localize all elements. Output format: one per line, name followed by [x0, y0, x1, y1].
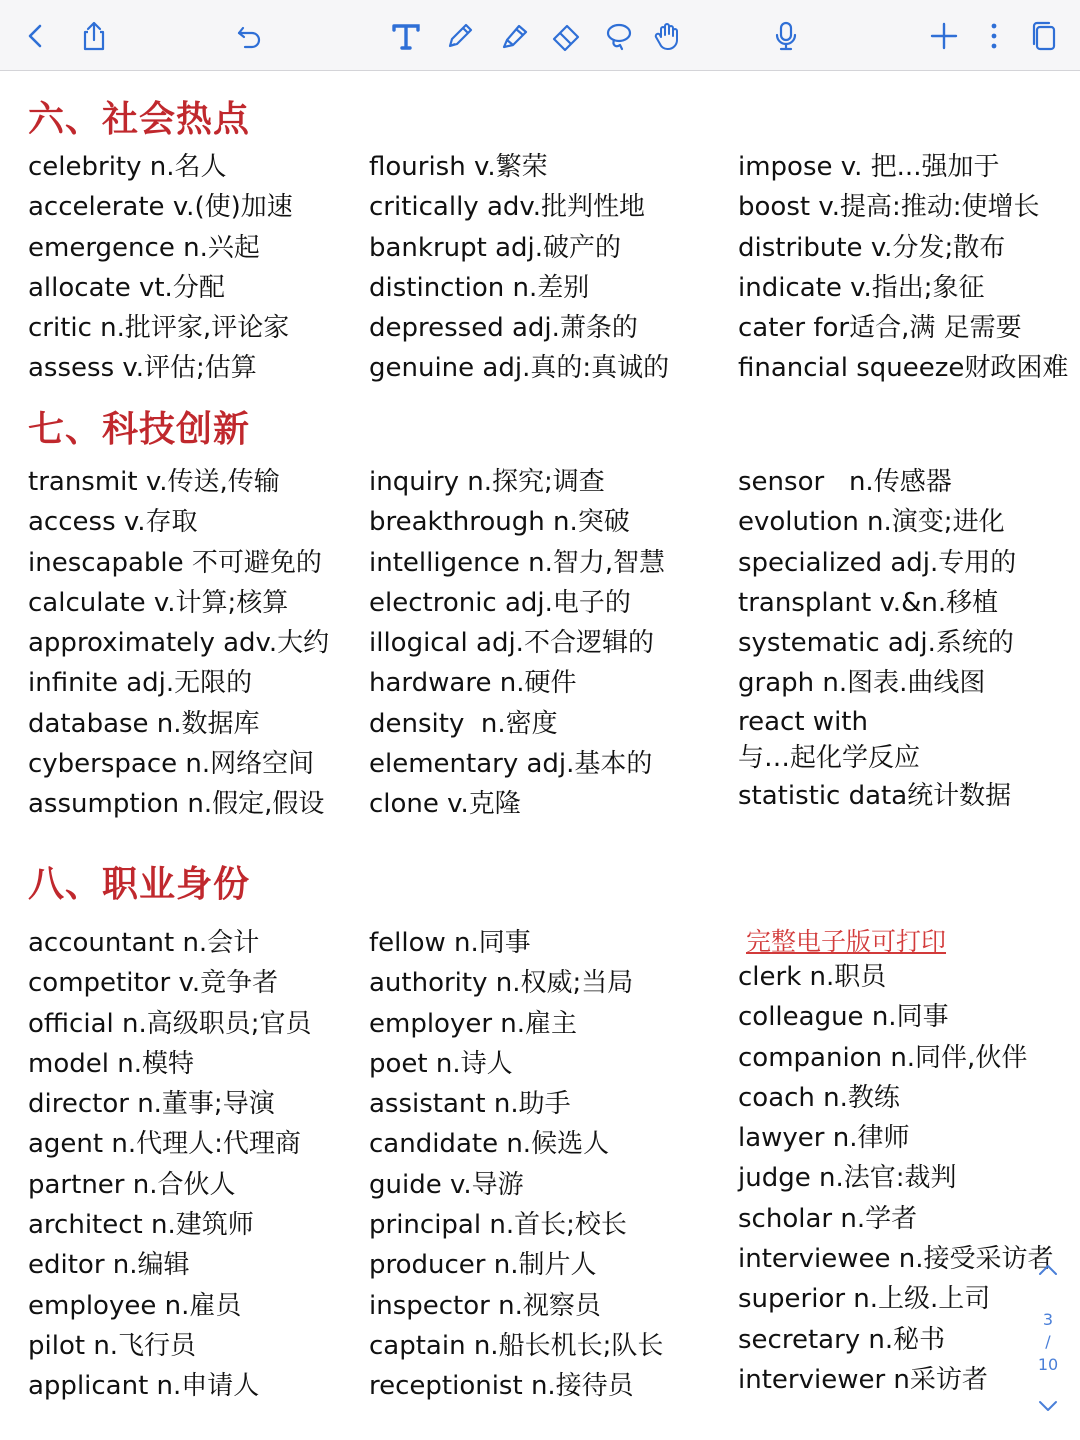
section-title-careers: 八、职业身份 — [28, 864, 251, 905]
word-entry: companion n.同伴,伙伴 — [738, 1042, 1028, 1073]
page-up-icon[interactable] — [1030, 1262, 1066, 1282]
word-entry: critically adv.批判性地 — [369, 192, 646, 223]
word-entry: allocate vt.分配 — [28, 272, 225, 303]
word-entry: assess v.评估;估算 — [28, 353, 257, 384]
section-careers-col-1 — [28, 923, 312, 1407]
word-entry: statistic data统计数据 — [738, 780, 1012, 811]
word-entry: elementary adj.基本的 — [369, 749, 653, 780]
page-separator: / — [1045, 1332, 1051, 1351]
word-entry: fellow n.同事 — [369, 928, 531, 958]
add-icon[interactable] — [926, 18, 962, 54]
page-total: 10 — [1037, 1355, 1059, 1374]
word-entry: poet n.诗人 — [369, 1048, 513, 1079]
word-entry: clerk n.职员 — [738, 962, 887, 992]
word-entry: guide v.导游 — [369, 1169, 524, 1200]
section-social-col-3 — [738, 147, 1068, 389]
word-entry: inspector n.视察员 — [369, 1290, 601, 1321]
word-entry: density n.密度 — [369, 708, 558, 739]
word-entry: partner n.合伙人 — [28, 1169, 236, 1200]
word-entry: assumption n.假定,假设 — [28, 789, 325, 820]
word-entry: approximately adv.大约 — [28, 628, 330, 659]
word-entry: authority n.权威;当局 — [369, 968, 634, 999]
word-entry: genuine adj.真的:真诚的 — [369, 353, 670, 384]
word-entry: architect n.建筑师 — [28, 1210, 254, 1241]
word-entry: employer n.雇主 — [369, 1008, 578, 1039]
lasso-tool-icon[interactable] — [600, 18, 636, 54]
section-tech-col-3 — [738, 462, 1016, 816]
word-entry: principal n.首长;校长 — [369, 1210, 627, 1241]
section-title-tech: 七、科技创新 — [28, 409, 251, 450]
word-entry: critic n.批评家,评论家 — [28, 313, 290, 344]
word-entry: employee n.雇员 — [28, 1290, 242, 1321]
word-entry: financial squeeze财政困难 — [738, 353, 1069, 384]
word-entry: lawyer n.律师 — [738, 1123, 910, 1154]
word-entry: pilot n.飞行员 — [28, 1330, 197, 1361]
word-entry: electronic adj.电子的 — [369, 587, 631, 618]
more-icon[interactable] — [976, 18, 1012, 54]
word-entry: official n.高级职员;官员 — [28, 1008, 312, 1039]
word-entry: coach n.教练 — [738, 1082, 900, 1113]
word-entry: 与…起化学反应 — [738, 742, 921, 773]
word-entry: distinction n.差别 — [369, 272, 590, 303]
section-careers-col-3 — [738, 957, 1053, 1400]
section-tech-col-1 — [28, 462, 329, 825]
word-entry: specialized adj.专用的 — [738, 547, 1017, 578]
hand-tool-icon[interactable] — [650, 18, 686, 54]
word-entry: react with — [738, 706, 868, 737]
word-entry: secretary n.秘书 — [738, 1324, 946, 1355]
word-entry: depressed adj.萧条的 — [369, 313, 638, 344]
word-entry: agent n.代理人:代理商 — [28, 1129, 301, 1160]
word-entry: impose v. 把...强加于 — [738, 152, 1000, 182]
word-entry: celebrity n.名人 — [28, 152, 227, 182]
section-tech-col-2 — [369, 462, 665, 825]
word-entry: captain n.船长机长;队长 — [369, 1330, 664, 1361]
word-entry: accelerate v.(使)加速 — [28, 192, 293, 223]
word-entry: evolution n.演变;进化 — [738, 507, 1005, 538]
word-entry: judge n.法官:裁判 — [738, 1163, 957, 1194]
word-entry: competitor v.竞争者 — [28, 968, 279, 999]
page-current: 3 — [1042, 1310, 1054, 1329]
word-entry: intelligence n.智力,智慧 — [369, 547, 666, 578]
word-entry: candidate n.候选人 — [369, 1129, 610, 1160]
word-entry: assistant n.助手 — [369, 1089, 571, 1120]
word-entry: calculate v.计算;核算 — [28, 587, 289, 618]
word-entry: interviewee n.接受采访者 — [738, 1244, 1054, 1275]
back-icon[interactable] — [18, 18, 54, 54]
undo-icon[interactable] — [232, 18, 268, 54]
word-entry: indicate v.指出;象征 — [738, 272, 985, 303]
word-entry: systematic adj.系统的 — [738, 628, 1014, 659]
word-entry: scholar n.学者 — [738, 1203, 918, 1234]
word-entry: bankrupt adj.破产的 — [369, 232, 622, 263]
word-entry: editor n.编辑 — [28, 1250, 190, 1281]
word-entry: illogical adj.不合逻辑的 — [369, 628, 654, 659]
eraser-tool-icon[interactable] — [548, 18, 584, 54]
word-entry: interviewer n采访者 — [738, 1364, 988, 1395]
word-entry: flourish v.繁荣 — [369, 152, 548, 182]
word-entry: sensor n.传感器 — [738, 467, 952, 497]
word-entry: cyberspace n.网络空间 — [28, 749, 315, 780]
word-entry: accountant n.会计 — [28, 928, 260, 958]
word-entry: model n.模特 — [28, 1048, 194, 1079]
word-entry: receptionist n.接待员 — [369, 1371, 634, 1402]
top-toolbar — [0, 0, 1080, 71]
share-icon[interactable] — [76, 18, 112, 54]
section-title-social: 六、社会热点 — [28, 99, 251, 140]
note-page — [0, 71, 1080, 1440]
word-entry: boost v.提高:推动:使增长 — [738, 192, 1040, 223]
word-entry: inescapable 不可避免的 — [28, 547, 322, 578]
word-entry: transplant v.&n.移植 — [738, 587, 999, 618]
word-entry: applicant n.申请人 — [28, 1371, 260, 1402]
word-entry: breakthrough n.突破 — [369, 507, 630, 538]
word-entry: producer n.制片人 — [369, 1250, 597, 1281]
page-down-icon[interactable] — [1030, 1398, 1066, 1418]
pages-icon[interactable] — [1026, 18, 1062, 54]
promo-link[interactable]: 完整电子版可打印 — [746, 927, 947, 956]
word-entry: transmit v.传送,传输 — [28, 467, 280, 497]
word-entry: database n.数据库 — [28, 708, 260, 739]
text-tool-icon[interactable] — [388, 18, 424, 54]
word-entry: cater for适合,满 足需要 — [738, 313, 1022, 344]
word-entry: graph n.图表.曲线图 — [738, 668, 986, 699]
section-social-col-1 — [28, 147, 293, 389]
section-social-col-2 — [369, 147, 669, 389]
word-entry: emergence n.兴起 — [28, 232, 260, 263]
word-entry: colleague n.同事 — [738, 1002, 949, 1033]
highlighter-tool-icon[interactable] — [496, 18, 532, 54]
word-entry: infinite adj.无限的 — [28, 668, 253, 699]
word-entry: clone v.克隆 — [369, 789, 521, 820]
word-entry: inquiry n.探究;调查 — [369, 467, 605, 497]
word-entry: hardware n.硬件 — [369, 668, 577, 699]
word-entry: superior n.上级.上司 — [738, 1284, 991, 1315]
pen-tool-icon[interactable] — [442, 18, 478, 54]
word-entry: distribute v.分发;散布 — [738, 232, 1006, 263]
section-careers-col-2 — [369, 923, 663, 1407]
word-entry: access v.存取 — [28, 507, 198, 538]
word-entry: director n.董事;导演 — [28, 1089, 275, 1120]
microphone-icon[interactable] — [768, 18, 804, 54]
